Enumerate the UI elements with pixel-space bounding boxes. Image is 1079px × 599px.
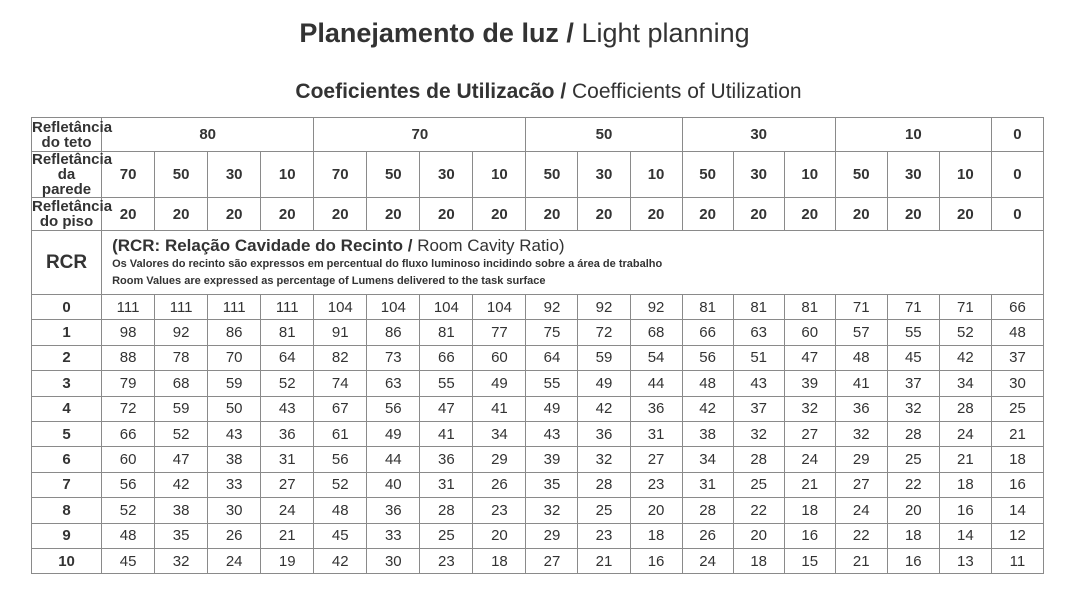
floor-label: Refletância do piso — [32, 198, 113, 230]
wall-value: 30 — [578, 152, 630, 198]
cu-value: 44 — [630, 371, 682, 396]
wall-value: 30 — [887, 152, 939, 198]
table-row — [32, 396, 1044, 421]
cu-value: 24 — [835, 498, 887, 523]
cu-value: 18 — [630, 523, 682, 548]
cu-value: 49 — [526, 396, 578, 421]
cu-value: 49 — [473, 371, 526, 396]
title-pt: Planejamento de luz / — [299, 18, 574, 48]
cu-value: 55 — [887, 320, 939, 345]
cu-value: 21 — [578, 548, 630, 573]
cu-value: 36 — [578, 421, 630, 446]
cu-value: 26 — [682, 523, 733, 548]
floor-value: 20 — [682, 198, 733, 231]
cu-value: 27 — [630, 447, 682, 472]
cu-value: 30 — [367, 548, 420, 573]
cu-value: 98 — [102, 320, 155, 345]
floor-value: 20 — [526, 198, 578, 231]
wall-value: 30 — [733, 152, 784, 198]
cu-value: 60 — [102, 447, 155, 472]
cu-value: 64 — [261, 345, 314, 370]
ceiling-row — [32, 118, 1044, 152]
cu-value: 18 — [887, 523, 939, 548]
ceiling-label: Refletância do teto — [32, 118, 113, 151]
rcr-value: 5 — [32, 421, 102, 446]
cu-value: 24 — [208, 548, 261, 573]
cu-value: 18 — [991, 447, 1043, 472]
cu-value: 32 — [526, 498, 578, 523]
cu-value: 23 — [630, 472, 682, 497]
cu-value: 64 — [526, 345, 578, 370]
cu-value: 25 — [991, 396, 1043, 421]
cu-value: 42 — [314, 548, 367, 573]
table-row — [32, 498, 1044, 523]
wall-value: 50 — [835, 152, 887, 198]
floor-value: 20 — [784, 198, 835, 231]
cu-value: 28 — [420, 498, 473, 523]
cu-value: 81 — [261, 320, 314, 345]
cu-value: 21 — [835, 548, 887, 573]
cu-value: 52 — [102, 498, 155, 523]
floor-value: 20 — [367, 198, 420, 231]
cu-value: 36 — [420, 447, 473, 472]
coefficients-table — [31, 117, 1044, 574]
cu-value: 42 — [578, 396, 630, 421]
cu-value: 27 — [784, 421, 835, 446]
cu-value: 52 — [314, 472, 367, 497]
cu-value: 39 — [784, 371, 835, 396]
cu-value: 28 — [682, 498, 733, 523]
cu-value: 25 — [420, 523, 473, 548]
ceiling-value: 10 — [835, 118, 991, 152]
cu-value: 86 — [367, 320, 420, 345]
cu-value: 56 — [314, 447, 367, 472]
cu-value: 48 — [102, 523, 155, 548]
cu-value: 24 — [939, 421, 991, 446]
cu-value: 26 — [208, 523, 261, 548]
cu-value: 47 — [784, 345, 835, 370]
cu-value: 56 — [682, 345, 733, 370]
cu-value: 66 — [682, 320, 733, 345]
cu-value: 28 — [733, 447, 784, 472]
cu-value: 28 — [939, 396, 991, 421]
rcr-value: 8 — [32, 498, 102, 523]
floor-value: 20 — [733, 198, 784, 231]
table-row — [32, 548, 1044, 573]
cu-value: 60 — [784, 320, 835, 345]
subtitle-pt: Coeficientes de Utilizacão / — [295, 80, 567, 103]
cu-value: 25 — [578, 498, 630, 523]
floor-value: 20 — [261, 198, 314, 231]
cu-value: 39 — [526, 447, 578, 472]
rcr-value: 7 — [32, 472, 102, 497]
floor-value: 20 — [420, 198, 473, 231]
rcr-value: 4 — [32, 396, 102, 421]
cu-value: 43 — [261, 396, 314, 421]
cu-value: 52 — [155, 421, 208, 446]
cu-value: 37 — [733, 396, 784, 421]
rcr-description-row — [32, 231, 1044, 295]
cu-value: 21 — [784, 472, 835, 497]
rcr-title-normal: Room Cavity Ratio) — [417, 235, 565, 255]
table-row — [32, 345, 1044, 370]
cu-value: 45 — [314, 523, 367, 548]
cu-value: 55 — [526, 371, 578, 396]
rcr-title-bold: (RCR: Relação Cavidade do Recinto / — [112, 235, 413, 255]
cu-value: 92 — [526, 295, 578, 320]
wall-row — [32, 152, 1044, 198]
wall-value: 50 — [682, 152, 733, 198]
rcr-label: RCR — [32, 231, 102, 295]
table-row — [32, 320, 1044, 345]
cu-value: 41 — [835, 371, 887, 396]
cu-value: 73 — [367, 345, 420, 370]
ceiling-value: 80 — [102, 118, 314, 152]
cu-value: 92 — [578, 295, 630, 320]
cu-value: 63 — [733, 320, 784, 345]
cu-value: 33 — [367, 523, 420, 548]
cu-value: 92 — [155, 320, 208, 345]
cu-value: 21 — [939, 447, 991, 472]
cu-value: 67 — [314, 396, 367, 421]
cu-value: 29 — [835, 447, 887, 472]
cu-value: 81 — [784, 295, 835, 320]
cu-value: 34 — [682, 447, 733, 472]
table-row — [32, 472, 1044, 497]
wall-value: 30 — [420, 152, 473, 198]
cu-value: 66 — [102, 421, 155, 446]
rcr-value: 1 — [32, 320, 102, 345]
cu-value: 30 — [991, 371, 1043, 396]
floor-value: 0 — [991, 198, 1043, 231]
cu-value: 20 — [473, 523, 526, 548]
cu-value: 16 — [784, 523, 835, 548]
cu-value: 11 — [991, 548, 1043, 573]
cu-value: 61 — [314, 421, 367, 446]
cu-value: 27 — [526, 548, 578, 573]
floor-value: 20 — [630, 198, 682, 231]
cu-value: 24 — [682, 548, 733, 573]
cu-value: 48 — [835, 345, 887, 370]
table-row — [32, 421, 1044, 446]
cu-value: 25 — [887, 447, 939, 472]
cu-value: 48 — [314, 498, 367, 523]
cu-value: 21 — [991, 421, 1043, 446]
cu-value: 22 — [835, 523, 887, 548]
cu-value: 43 — [733, 371, 784, 396]
cu-value: 34 — [939, 371, 991, 396]
cu-value: 31 — [682, 472, 733, 497]
cu-value: 20 — [887, 498, 939, 523]
cu-value: 52 — [261, 371, 314, 396]
cu-value: 59 — [155, 396, 208, 421]
cu-value: 71 — [835, 295, 887, 320]
page-subtitle — [0, 80, 1079, 104]
cu-value: 40 — [367, 472, 420, 497]
wall-value: 50 — [526, 152, 578, 198]
rcr-description — [102, 231, 1044, 295]
cu-value: 41 — [420, 421, 473, 446]
cu-value: 72 — [102, 396, 155, 421]
cu-value: 66 — [420, 345, 473, 370]
cu-value: 43 — [526, 421, 578, 446]
cu-value: 16 — [991, 472, 1043, 497]
cu-value: 31 — [630, 421, 682, 446]
cu-value: 22 — [887, 472, 939, 497]
cu-value: 32 — [578, 447, 630, 472]
cu-value: 15 — [784, 548, 835, 573]
cu-value: 21 — [261, 523, 314, 548]
cu-value: 49 — [578, 371, 630, 396]
cu-value: 52 — [939, 320, 991, 345]
cu-value: 66 — [991, 295, 1043, 320]
cu-value: 43 — [208, 421, 261, 446]
ceiling-value: 50 — [526, 118, 682, 152]
cu-value: 68 — [155, 371, 208, 396]
wall-value: 50 — [155, 152, 208, 198]
cu-value: 13 — [939, 548, 991, 573]
cu-value: 36 — [367, 498, 420, 523]
wall-value: 10 — [261, 152, 314, 198]
wall-value: 70 — [102, 152, 155, 198]
cu-value: 42 — [682, 396, 733, 421]
cu-value: 41 — [473, 396, 526, 421]
rcr-description-title — [112, 236, 1043, 256]
cu-value: 24 — [784, 447, 835, 472]
cu-value: 29 — [526, 523, 578, 548]
cu-value: 18 — [733, 548, 784, 573]
wall-value: 10 — [939, 152, 991, 198]
floor-value: 20 — [887, 198, 939, 231]
cu-value: 26 — [473, 472, 526, 497]
ceiling-value: 30 — [682, 118, 835, 152]
cu-value: 56 — [102, 472, 155, 497]
cu-value: 50 — [208, 396, 261, 421]
cu-value: 47 — [420, 396, 473, 421]
cu-value: 38 — [155, 498, 208, 523]
rcr-value: 0 — [32, 295, 102, 320]
cu-value: 51 — [733, 345, 784, 370]
cu-value: 49 — [367, 421, 420, 446]
cu-value: 54 — [630, 345, 682, 370]
floor-value: 20 — [102, 198, 155, 231]
wall-value: 30 — [208, 152, 261, 198]
cu-value: 82 — [314, 345, 367, 370]
cu-value: 27 — [261, 472, 314, 497]
rcr-value: 3 — [32, 371, 102, 396]
cu-value: 56 — [367, 396, 420, 421]
cu-value: 75 — [526, 320, 578, 345]
cu-value: 44 — [367, 447, 420, 472]
cu-value: 25 — [733, 472, 784, 497]
cu-value: 28 — [578, 472, 630, 497]
cu-value: 38 — [208, 447, 261, 472]
cu-value: 60 — [473, 345, 526, 370]
cu-value: 20 — [630, 498, 682, 523]
cu-value: 37 — [887, 371, 939, 396]
cu-value: 72 — [578, 320, 630, 345]
cu-value: 57 — [835, 320, 887, 345]
cu-value: 42 — [939, 345, 991, 370]
cu-value: 47 — [155, 447, 208, 472]
cu-value: 28 — [887, 421, 939, 446]
cu-value: 45 — [887, 345, 939, 370]
cu-value: 111 — [261, 295, 314, 320]
cu-value: 91 — [314, 320, 367, 345]
cu-value: 63 — [367, 371, 420, 396]
cu-value: 36 — [261, 421, 314, 446]
floor-value: 20 — [473, 198, 526, 231]
cu-value: 81 — [682, 295, 733, 320]
cu-value: 104 — [314, 295, 367, 320]
rcr-value: 10 — [32, 548, 102, 573]
page-title — [0, 18, 1049, 49]
cu-value: 92 — [630, 295, 682, 320]
cu-value: 42 — [155, 472, 208, 497]
cu-value: 77 — [473, 320, 526, 345]
cu-value: 45 — [102, 548, 155, 573]
cu-value: 68 — [630, 320, 682, 345]
rcr-description-en: Room Values are expressed as percentage of Lumens delivered to the task surface — [112, 274, 546, 287]
cu-value: 18 — [473, 548, 526, 573]
title-en: Light planning — [581, 18, 750, 48]
cu-value: 79 — [102, 371, 155, 396]
floor-value: 20 — [155, 198, 208, 231]
cu-value: 31 — [420, 472, 473, 497]
cu-value: 22 — [733, 498, 784, 523]
cu-value: 27 — [835, 472, 887, 497]
cu-value: 59 — [208, 371, 261, 396]
cu-value: 23 — [420, 548, 473, 573]
cu-value: 71 — [939, 295, 991, 320]
subtitle-en: Coefficients of Utilization — [572, 80, 802, 103]
cu-value: 14 — [991, 498, 1043, 523]
cu-value: 34 — [473, 421, 526, 446]
cu-value: 16 — [630, 548, 682, 573]
cu-value: 18 — [939, 472, 991, 497]
cu-value: 111 — [102, 295, 155, 320]
cu-value: 32 — [155, 548, 208, 573]
table-row — [32, 447, 1044, 472]
cu-value: 23 — [578, 523, 630, 548]
cu-value: 111 — [155, 295, 208, 320]
cu-value: 24 — [261, 498, 314, 523]
floor-value: 20 — [314, 198, 367, 231]
cu-value: 32 — [784, 396, 835, 421]
cu-value: 111 — [208, 295, 261, 320]
cu-value: 55 — [420, 371, 473, 396]
floor-value: 20 — [939, 198, 991, 231]
cu-value: 14 — [939, 523, 991, 548]
cu-value: 104 — [420, 295, 473, 320]
wall-value: 50 — [367, 152, 420, 198]
wall-value: 10 — [784, 152, 835, 198]
cu-value: 71 — [887, 295, 939, 320]
cu-value: 88 — [102, 345, 155, 370]
wall-value: 10 — [630, 152, 682, 198]
cu-value: 37 — [991, 345, 1043, 370]
floor-value: 20 — [578, 198, 630, 231]
cu-value: 16 — [887, 548, 939, 573]
table-row — [32, 371, 1044, 396]
floor-row — [32, 198, 1044, 231]
cu-value: 86 — [208, 320, 261, 345]
cu-value: 104 — [473, 295, 526, 320]
cu-value: 29 — [473, 447, 526, 472]
cu-value: 48 — [682, 371, 733, 396]
cu-value: 38 — [682, 421, 733, 446]
cu-value: 81 — [420, 320, 473, 345]
cu-value: 31 — [261, 447, 314, 472]
table-row — [32, 295, 1044, 320]
cu-value: 35 — [155, 523, 208, 548]
cu-value: 20 — [733, 523, 784, 548]
cu-value: 23 — [473, 498, 526, 523]
cu-value: 18 — [784, 498, 835, 523]
wall-value: 0 — [991, 152, 1043, 198]
cu-value: 70 — [208, 345, 261, 370]
rcr-description-pt: Os Valores do recinto são expressos em percentual do fluxo luminoso incidindo sobre a área de trabalho — [112, 257, 663, 270]
cu-value: 74 — [314, 371, 367, 396]
rcr-value: 2 — [32, 345, 102, 370]
cu-value: 30 — [208, 498, 261, 523]
wall-value: 10 — [473, 152, 526, 198]
cu-value: 104 — [367, 295, 420, 320]
cu-value: 16 — [939, 498, 991, 523]
wall-label: Refletância da parede — [32, 151, 113, 198]
rcr-value: 6 — [32, 447, 102, 472]
cu-value: 78 — [155, 345, 208, 370]
cu-value: 12 — [991, 523, 1043, 548]
table-row — [32, 523, 1044, 548]
cu-value: 36 — [630, 396, 682, 421]
wall-value: 70 — [314, 152, 367, 198]
floor-value: 20 — [208, 198, 261, 231]
cu-value: 36 — [835, 396, 887, 421]
cu-value: 35 — [526, 472, 578, 497]
cu-value: 32 — [835, 421, 887, 446]
floor-value: 20 — [835, 198, 887, 231]
cu-value: 81 — [733, 295, 784, 320]
ceiling-value: 70 — [314, 118, 526, 152]
cu-value: 32 — [733, 421, 784, 446]
cu-value: 33 — [208, 472, 261, 497]
cu-value: 19 — [261, 548, 314, 573]
cu-value: 59 — [578, 345, 630, 370]
rcr-value: 9 — [32, 523, 102, 548]
ceiling-value: 0 — [991, 118, 1043, 152]
cu-value: 32 — [887, 396, 939, 421]
cu-value: 48 — [991, 320, 1043, 345]
